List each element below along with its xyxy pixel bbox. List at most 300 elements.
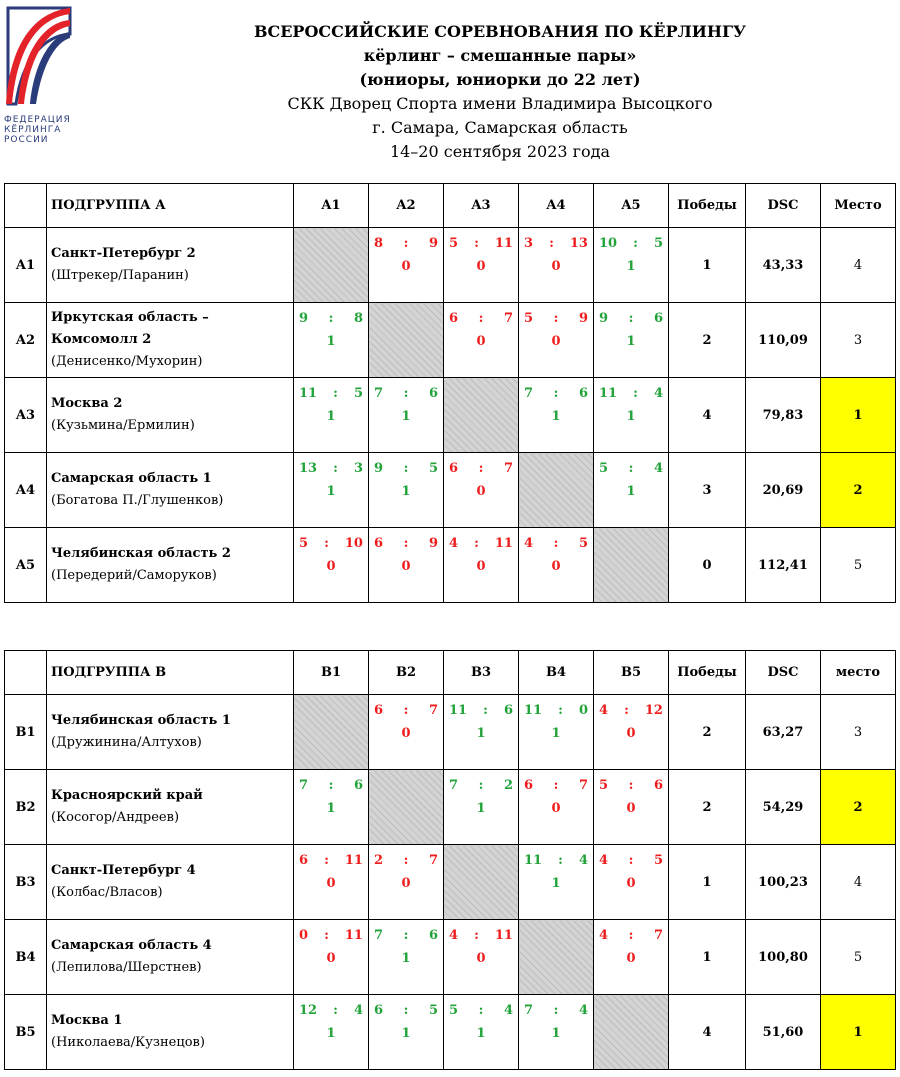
match-result-cell: [444, 228, 519, 303]
score-own: 13: [299, 461, 318, 476]
team-cell: [47, 528, 294, 603]
match-points: 1: [626, 409, 636, 424]
score-own: 6: [449, 311, 459, 326]
score-separator: :: [483, 703, 488, 718]
score-own: 5: [299, 536, 309, 551]
wins-value: 2: [669, 770, 746, 845]
team-row: [5, 845, 896, 920]
score-opponent: 2: [503, 778, 513, 793]
match-result-cell: [444, 920, 519, 995]
match-result-cell: [294, 770, 369, 845]
score-separator: :: [403, 461, 409, 476]
score-own: 7: [449, 778, 459, 793]
score-opponent: 5: [653, 853, 663, 868]
match-result-cell: [294, 995, 369, 1070]
score-separator: :: [558, 703, 563, 718]
place-value: 1: [821, 378, 896, 453]
score-own: 4: [449, 536, 459, 551]
score-opponent: 5: [428, 1003, 438, 1018]
team-players: (Колбас/Власов): [51, 885, 163, 900]
score-opponent: 6: [578, 386, 588, 401]
score-separator: :: [478, 311, 484, 326]
subgroup-b-table: [4, 650, 896, 1070]
score-separator: :: [553, 778, 559, 793]
match-score: [519, 845, 593, 868]
match-result-cell: [369, 845, 444, 920]
match-result-cell: [294, 528, 369, 603]
team-name: Санкт-Петербург 4: [51, 863, 196, 878]
match-score: [294, 920, 368, 943]
match-points: 1: [326, 409, 336, 424]
score-opponent: 11: [494, 536, 513, 551]
match-points: 1: [626, 259, 636, 274]
score-separator: :: [633, 236, 638, 251]
team-name: Самарская область 4: [51, 938, 212, 953]
match-score: [519, 228, 593, 251]
column-header-dsc: DSC: [746, 651, 821, 695]
score-own: 9: [299, 311, 309, 326]
match-points: 0: [401, 559, 411, 574]
team-row: [5, 920, 896, 995]
wins-value: 0: [669, 528, 746, 603]
score-own: 4: [599, 928, 609, 943]
score-separator: :: [633, 386, 638, 401]
score-separator: :: [553, 386, 559, 401]
match-points: 1: [401, 1026, 411, 1041]
match-result-cell: [594, 378, 669, 453]
column-header-team: A5: [594, 184, 669, 228]
score-own: 11: [449, 703, 468, 718]
header-row: [5, 651, 896, 695]
team-players: (Передерий/Саморуков): [51, 568, 217, 583]
score-own: 8: [374, 236, 384, 251]
match-score: [294, 303, 368, 326]
team-row: [5, 528, 896, 603]
score-opponent: 6: [428, 386, 438, 401]
score-separator: :: [553, 311, 559, 326]
match-result-cell: [444, 770, 519, 845]
match-points: 0: [551, 334, 561, 349]
score-separator: :: [328, 311, 334, 326]
column-header-team: A4: [519, 184, 594, 228]
match-points: 0: [476, 334, 486, 349]
match-score: [519, 378, 593, 401]
score-opponent: 0: [578, 703, 588, 718]
match-score: [519, 695, 593, 718]
self-match-cell: [369, 770, 444, 845]
match-result-cell: [369, 228, 444, 303]
team-name: Москва 2: [51, 396, 123, 411]
self-match-cell: [294, 695, 369, 770]
subgroup-a-table: [4, 183, 896, 603]
column-header-place: место: [821, 651, 896, 695]
match-result-cell: [594, 228, 669, 303]
match-result-cell: [369, 920, 444, 995]
match-score: [594, 695, 668, 718]
match-result-cell: [444, 303, 519, 378]
team-cell: [47, 378, 294, 453]
score-own: 4: [524, 536, 534, 551]
match-result-cell: [519, 695, 594, 770]
match-score: [519, 770, 593, 793]
competition-title: ВСЕРОССИЙСКИЕ СОРЕВНОВАНИЯ ПО КЁРЛИНГУ: [253, 22, 747, 41]
team-name: Санкт-Петербург 2: [51, 246, 196, 261]
score-opponent: 6: [353, 778, 363, 793]
match-score: [594, 453, 668, 476]
match-points: 1: [326, 1026, 336, 1041]
match-result-cell: [294, 378, 369, 453]
place-value: 3: [821, 303, 896, 378]
team-row: [5, 995, 896, 1070]
self-match-cell: [594, 528, 669, 603]
match-points: 0: [326, 876, 336, 891]
place-value: 1: [821, 995, 896, 1070]
match-result-cell: [294, 920, 369, 995]
score-own: 10: [599, 236, 618, 251]
score-separator: :: [558, 853, 563, 868]
score-own: 9: [599, 311, 609, 326]
score-opponent: 9: [428, 236, 438, 251]
match-points: 0: [476, 259, 486, 274]
dsc-value: 20,69: [746, 453, 821, 528]
score-opponent: 4: [578, 1003, 588, 1018]
federation-logo: [4, 4, 79, 164]
match-score: [294, 378, 368, 401]
subgroup-name: ПОДГРУППА В: [47, 651, 294, 695]
match-result-cell: [594, 303, 669, 378]
score-separator: :: [624, 703, 629, 718]
age-category: (юниоры, юниорки до 22 лет): [359, 70, 641, 89]
match-score: [444, 695, 518, 718]
match-score: [519, 303, 593, 326]
team-players: (Дружинина/Алтухов): [51, 735, 202, 750]
match-result-cell: [594, 695, 669, 770]
score-separator: :: [478, 1003, 484, 1018]
match-points: 1: [551, 409, 561, 424]
score-own: 12: [299, 1003, 318, 1018]
score-opponent: 4: [503, 1003, 513, 1018]
city: г. Самара, Самарская область: [372, 118, 628, 137]
match-score: [294, 845, 368, 868]
score-separator: :: [324, 853, 329, 868]
match-result-cell: [594, 453, 669, 528]
score-opponent: 10: [344, 536, 363, 551]
match-result-cell: [444, 453, 519, 528]
match-points: 1: [551, 726, 561, 741]
score-opponent: 13: [569, 236, 588, 251]
match-score: [444, 920, 518, 943]
match-result-cell: [444, 995, 519, 1070]
score-separator: :: [324, 928, 329, 943]
score-opponent: 9: [428, 536, 438, 551]
match-points: 1: [551, 1026, 561, 1041]
wins-value: 4: [669, 378, 746, 453]
score-opponent: 7: [653, 928, 663, 943]
team-code: A4: [5, 453, 47, 528]
match-points: 1: [476, 726, 486, 741]
match-points: 1: [476, 801, 486, 816]
score-separator: :: [474, 928, 479, 943]
score-opponent: 8: [353, 311, 363, 326]
score-separator: :: [403, 386, 409, 401]
match-points: 1: [326, 334, 336, 349]
column-header-dsc: DSC: [746, 184, 821, 228]
team-code: B1: [5, 695, 47, 770]
team-row: [5, 770, 896, 845]
team-players: (Косогор/Андреев): [51, 810, 180, 825]
score-opponent: 11: [494, 928, 513, 943]
column-header-team: A3: [444, 184, 519, 228]
score-own: 7: [524, 1003, 534, 1018]
match-result-cell: [594, 770, 669, 845]
match-score: [369, 920, 443, 943]
self-match-cell: [369, 303, 444, 378]
column-header-team: A2: [369, 184, 444, 228]
score-opponent: 6: [428, 928, 438, 943]
match-score: [369, 845, 443, 868]
score-opponent: 11: [494, 236, 513, 251]
score-own: 5: [449, 236, 459, 251]
team-cell: [47, 770, 294, 845]
score-opponent: 4: [653, 386, 663, 401]
match-result-cell: [519, 995, 594, 1070]
match-score: [519, 528, 593, 551]
score-separator: :: [553, 536, 559, 551]
score-separator: :: [474, 536, 479, 551]
dsc-value: 43,33: [746, 228, 821, 303]
wins-value: 2: [669, 303, 746, 378]
score-own: 9: [374, 461, 384, 476]
score-own: 7: [374, 928, 384, 943]
team-name: Иркутская область – Комсомолл 2: [51, 310, 209, 347]
team-row: [5, 695, 896, 770]
score-own: 7: [374, 386, 384, 401]
score-own: 11: [599, 386, 618, 401]
match-points: 0: [551, 259, 561, 274]
place-value: 5: [821, 920, 896, 995]
match-score: [444, 995, 518, 1018]
match-score: [594, 303, 668, 326]
column-header-team: B2: [369, 651, 444, 695]
team-name: Самарская область 1: [51, 471, 212, 486]
score-own: 4: [599, 853, 609, 868]
team-code: B5: [5, 995, 47, 1070]
dsc-value: 54,29: [746, 770, 821, 845]
discipline-title: кёрлинг – смешанные пары»: [363, 46, 637, 65]
column-header-team: B1: [294, 651, 369, 695]
team-code: A5: [5, 528, 47, 603]
score-separator: :: [549, 236, 554, 251]
team-name: Челябинская область 2: [51, 546, 231, 561]
team-row: [5, 228, 896, 303]
column-header-place: Место: [821, 184, 896, 228]
match-result-cell: [594, 920, 669, 995]
score-own: 5: [599, 461, 609, 476]
match-points: 1: [401, 484, 411, 499]
column-header-wins: Победы: [669, 184, 746, 228]
match-points: 1: [326, 801, 336, 816]
curling-federation-emblem-icon: [4, 4, 74, 109]
match-points: 1: [401, 409, 411, 424]
team-cell: [47, 453, 294, 528]
match-result-cell: [294, 845, 369, 920]
match-score: [444, 453, 518, 476]
score-separator: :: [324, 536, 329, 551]
score-separator: :: [333, 461, 338, 476]
match-score: [369, 995, 443, 1018]
match-points: 0: [551, 801, 561, 816]
score-opponent: 7: [428, 703, 438, 718]
match-result-cell: [519, 303, 594, 378]
match-score: [294, 528, 368, 551]
team-row: [5, 378, 896, 453]
dsc-value: 63,27: [746, 695, 821, 770]
team-cell: [47, 695, 294, 770]
score-own: 11: [524, 853, 543, 868]
score-opponent: 6: [653, 311, 663, 326]
match-score: [294, 453, 368, 476]
score-separator: :: [333, 386, 338, 401]
score-own: 6: [374, 703, 384, 718]
match-points: 0: [401, 876, 411, 891]
score-opponent: 4: [653, 461, 663, 476]
dsc-value: 110,09: [746, 303, 821, 378]
team-name: Москва 1: [51, 1013, 123, 1028]
score-own: 2: [374, 853, 384, 868]
match-result-cell: [444, 695, 519, 770]
score-separator: :: [403, 236, 409, 251]
score-opponent: 6: [503, 703, 513, 718]
match-result-cell: [294, 453, 369, 528]
score-separator: :: [553, 1003, 559, 1018]
score-opponent: 5: [653, 236, 663, 251]
match-points: 1: [401, 951, 411, 966]
logo-text-line: КЁРЛИНГА: [4, 125, 62, 135]
match-result-cell: [369, 453, 444, 528]
match-points: 0: [626, 951, 636, 966]
score-opponent: 5: [578, 536, 588, 551]
match-points: 0: [326, 559, 336, 574]
match-points: 0: [551, 559, 561, 574]
match-result-cell: [369, 995, 444, 1070]
dsc-value: 100,80: [746, 920, 821, 995]
dsc-value: 79,83: [746, 378, 821, 453]
match-points: 1: [626, 334, 636, 349]
team-players: (Кузьмина/Ермилин): [51, 418, 195, 433]
wins-value: 3: [669, 453, 746, 528]
score-own: 5: [449, 1003, 459, 1018]
match-result-cell: [444, 528, 519, 603]
match-result-cell: [519, 378, 594, 453]
score-own: 4: [449, 928, 459, 943]
column-header-team: B5: [594, 651, 669, 695]
score-opponent: 9: [578, 311, 588, 326]
match-score: [294, 995, 368, 1018]
match-score: [594, 228, 668, 251]
score-own: 5: [599, 778, 609, 793]
score-opponent: 11: [344, 928, 363, 943]
team-name: Красноярский край: [51, 788, 203, 803]
team-cell: [47, 303, 294, 378]
self-match-cell: [444, 378, 519, 453]
score-separator: :: [403, 703, 409, 718]
team-row: [5, 453, 896, 528]
place-value: 2: [821, 453, 896, 528]
match-result-cell: [519, 770, 594, 845]
score-own: 3: [524, 236, 534, 251]
match-result-cell: [369, 695, 444, 770]
match-score: [369, 453, 443, 476]
score-separator: :: [403, 1003, 409, 1018]
header-corner: [5, 184, 47, 228]
team-cell: [47, 920, 294, 995]
score-opponent: 7: [578, 778, 588, 793]
match-result-cell: [519, 528, 594, 603]
score-separator: :: [478, 461, 484, 476]
score-separator: :: [628, 461, 634, 476]
match-result-cell: [294, 303, 369, 378]
logo-text: [4, 115, 79, 145]
place-value: 2: [821, 770, 896, 845]
wins-value: 4: [669, 995, 746, 1070]
score-separator: :: [474, 236, 479, 251]
match-score: [594, 770, 668, 793]
match-result-cell: [519, 228, 594, 303]
team-cell: [47, 228, 294, 303]
match-score: [369, 528, 443, 551]
header-row: [5, 184, 896, 228]
score-separator: :: [628, 311, 634, 326]
match-result-cell: [594, 845, 669, 920]
team-players: (Николаева/Кузнецов): [51, 1035, 205, 1050]
score-separator: :: [628, 778, 634, 793]
place-value: 4: [821, 845, 896, 920]
match-score: [444, 228, 518, 251]
match-points: 0: [626, 801, 636, 816]
column-header-team: B3: [444, 651, 519, 695]
team-players: (Лепилова/Шерстнев): [51, 960, 202, 975]
match-score: [594, 845, 668, 868]
self-match-cell: [444, 845, 519, 920]
venue: СКК Дворец Спорта имени Владимира Высоцкого: [287, 94, 713, 113]
self-match-cell: [594, 995, 669, 1070]
match-score: [594, 378, 668, 401]
team-code: A3: [5, 378, 47, 453]
score-opponent: 5: [353, 386, 363, 401]
dates: 14–20 сентября 2023 года: [389, 142, 611, 161]
wins-value: 1: [669, 845, 746, 920]
score-separator: :: [478, 778, 484, 793]
match-points: 1: [476, 1026, 486, 1041]
document-header: [200, 20, 800, 164]
logo-text-line: РОССИИ: [4, 135, 49, 145]
score-separator: :: [403, 928, 409, 943]
score-own: 11: [299, 386, 318, 401]
wins-value: 1: [669, 920, 746, 995]
self-match-cell: [294, 228, 369, 303]
dsc-value: 100,23: [746, 845, 821, 920]
score-separator: :: [628, 853, 634, 868]
match-points: 0: [476, 559, 486, 574]
match-points: 0: [401, 259, 411, 274]
team-code: B2: [5, 770, 47, 845]
score-opponent: 3: [353, 461, 363, 476]
match-result-cell: [369, 378, 444, 453]
score-separator: :: [328, 778, 334, 793]
match-score: [294, 770, 368, 793]
team-code: B4: [5, 920, 47, 995]
place-value: 5: [821, 528, 896, 603]
